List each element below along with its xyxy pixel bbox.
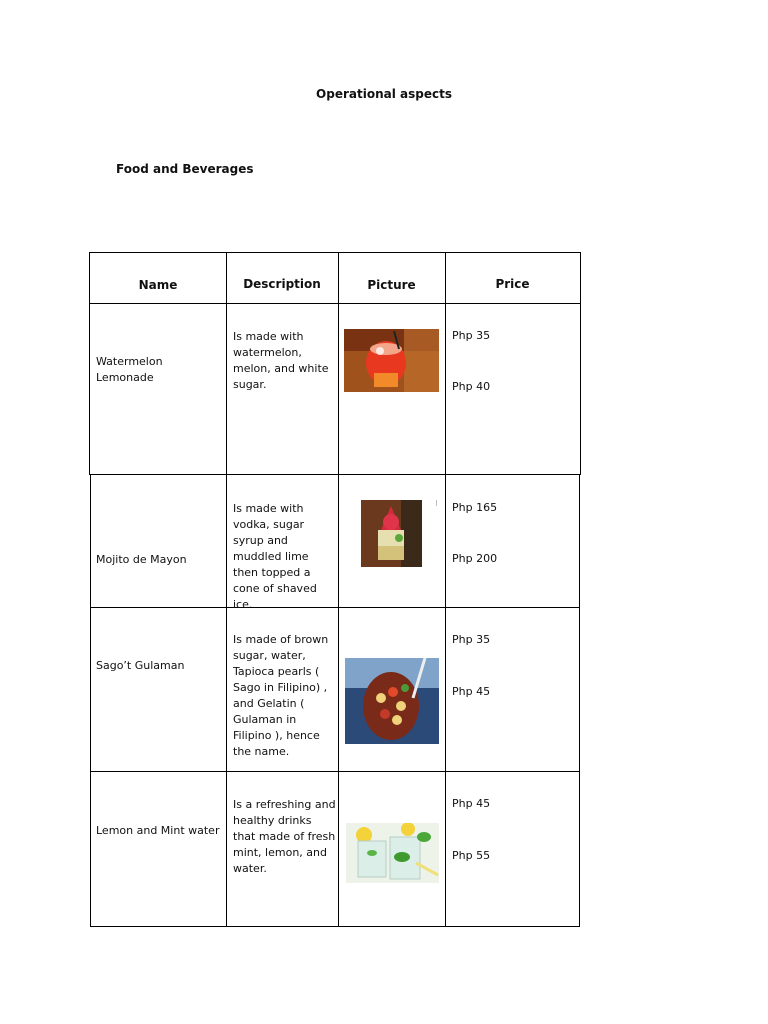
lemon-mint-water-photo	[346, 823, 439, 883]
price-small: Php 35	[452, 633, 491, 646]
sago-gulaman-photo	[345, 658, 439, 744]
item-description: Is made with watermelon, melon, and white sugar.	[233, 330, 329, 391]
price-large: Php 40	[452, 380, 491, 393]
table-border	[90, 771, 580, 772]
price-small: Php 45	[452, 797, 491, 810]
section-heading: Food and Beverages	[116, 162, 254, 176]
table-border	[445, 252, 446, 927]
table-border	[89, 474, 581, 475]
watermelon-lemonade-photo	[344, 329, 439, 392]
image-artifact	[436, 500, 437, 506]
item-description: Is made of brown sugar, water, Tapioca pearls ( Sago in Filipino) , and Gelatin ( Gulaman in Filipino ), hence the name.	[233, 633, 329, 758]
price-large: Php 200	[452, 552, 498, 565]
table-border	[89, 252, 581, 253]
price-small: Php 35	[452, 329, 491, 342]
item-name: Mojito de Mayon	[96, 553, 187, 566]
item-name: Watermelon Lemonade	[96, 355, 163, 384]
table-border	[226, 252, 227, 927]
column-header-price: Price	[495, 277, 530, 291]
page-title: Operational aspects	[316, 87, 452, 101]
mojito-photo	[361, 500, 422, 567]
table-border	[579, 474, 580, 927]
column-header-name: Name	[138, 278, 178, 292]
column-header-picture: Picture	[367, 278, 416, 292]
price-large: Php 45	[452, 685, 491, 698]
table-border	[580, 252, 581, 475]
item-description: Is made with vodka, sugar syrup and muddled lime then topped a cone of shaved ice.	[233, 502, 317, 611]
table-border	[338, 252, 339, 927]
table-border	[89, 303, 581, 304]
price-small: Php 165	[452, 501, 498, 514]
item-name: Sago’t Gulaman	[96, 659, 185, 672]
column-header-description: Description	[243, 277, 321, 291]
item-description: Is a refreshing and healthy drinks that made of fresh mint, lemon, and water.	[233, 798, 336, 875]
table-border	[90, 474, 91, 927]
table-border	[90, 926, 580, 927]
price-large: Php 55	[452, 849, 491, 862]
item-name: Lemon and Mint water	[96, 824, 220, 837]
